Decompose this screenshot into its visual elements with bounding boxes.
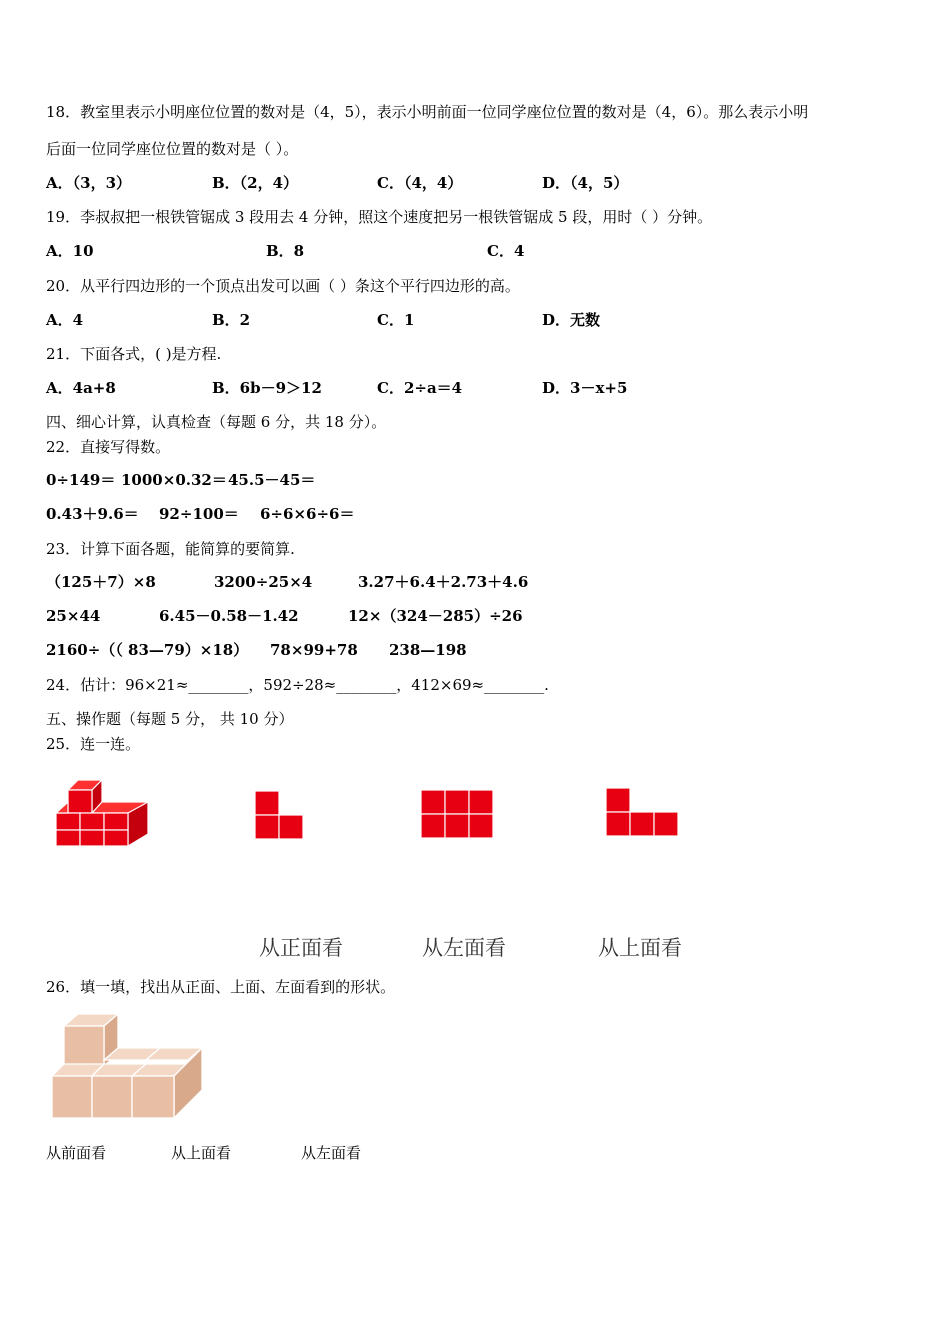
q20-option-d[interactable]: D．无数 [542, 311, 601, 329]
q18-option-d[interactable]: D．（4，5） [542, 174, 629, 192]
q22-item: 0÷149＝ [46, 471, 116, 489]
q23-item: （125＋7）×8 [46, 573, 156, 591]
q25-title: 25．连一连。 [46, 735, 141, 753]
q23-item: 78×99+78 [270, 641, 358, 659]
q26-label-left: 从左面看 [301, 1144, 362, 1162]
q22-item: 0.43＋9.6＝ [46, 505, 139, 523]
q22-item: 6÷6×6÷6＝ [260, 505, 355, 523]
q21-option-a[interactable]: A．4a+8 [46, 379, 116, 397]
q21-option-b[interactable]: B．6b－9＞12 [212, 379, 322, 397]
section5-heading: 五、操作题（每题 5 分， 共 10 分） [46, 710, 294, 728]
q19-option-b[interactable]: B．8 [266, 242, 305, 260]
q23-title: 23．计算下面各题，能简算的要简算. [46, 540, 295, 558]
q18-option-a[interactable]: A．（3，3） [46, 174, 132, 192]
view-label-front: 从正面看 [259, 936, 343, 960]
view-shape-rect-2x3 [420, 789, 496, 841]
q26-label-top: 从上面看 [171, 1144, 232, 1162]
q19-option-a[interactable]: A．10 [46, 242, 94, 260]
q22-title: 22．直接写得数。 [46, 438, 171, 456]
red-cube-solid-figure [50, 772, 152, 850]
q22-item: 92÷100＝ [159, 505, 239, 523]
q19-text: 19．李叔叔把一根铁管锯成 3 段用去 4 分钟，照这个速度把另一根铁管锯成 5 段，用时（ ）分钟。 [46, 208, 713, 226]
section4-heading: 四、细心计算，认真检查（每题 6 分，共 18 分）。 [46, 413, 387, 431]
beige-cube-solid-figure [50, 1010, 206, 1122]
q23-item: 6.45－0.58－1.42 [159, 607, 299, 625]
q22-item: 1000×0.32＝ [121, 471, 227, 489]
q19-option-c[interactable]: C．4 [487, 242, 525, 260]
view-label-left: 从左面看 [422, 936, 506, 960]
q20-text: 20．从平行四边形的一个顶点出发可以画（ ）条这个平行四边形的高。 [46, 277, 520, 295]
q23-item: 238—198 [389, 641, 467, 659]
q20-option-a[interactable]: A．4 [46, 311, 84, 329]
q18-line2: 后面一位同学座位位置的数对是（ ）。 [46, 140, 299, 158]
q23-item: 12×（324－285）÷26 [348, 607, 523, 625]
q26-label-front: 从前面看 [46, 1144, 107, 1162]
q26-title: 26．填一填，找出从正面、上面、左面看到的形状。 [46, 978, 396, 996]
q20-option-c[interactable]: C．1 [377, 311, 415, 329]
q23-item: 2160÷（（ 83—79）×18） [46, 641, 249, 659]
q24-text: 24．估计：96×21≈________，592÷28≈________，412×69≈________. [46, 676, 549, 694]
q23-item: 25×44 [46, 607, 101, 625]
q21-option-c[interactable]: C．2÷a＝4 [377, 379, 463, 397]
q22-item: 45.5－45＝ [228, 471, 316, 489]
view-shape-l-long [605, 787, 681, 839]
q21-text: 21．下面各式，( )是方程. [46, 345, 222, 363]
view-shape-l-small [254, 790, 306, 842]
q21-option-d[interactable]: D．3－x+5 [542, 379, 628, 397]
q23-item: 3200÷25×4 [214, 573, 313, 591]
q18-option-c[interactable]: C．（4，4） [377, 174, 463, 192]
view-label-top: 从上面看 [598, 936, 682, 960]
q20-option-b[interactable]: B．2 [212, 311, 251, 329]
q18-option-b[interactable]: B．（2，4） [212, 174, 299, 192]
q23-item: 3.27＋6.4＋2.73＋4.6 [358, 573, 529, 591]
q18-line1: 18．教室里表示小明座位位置的数对是（4，5），表示小明前面一位同学座位位置的数对是（4，6）。那么表示小明 [46, 103, 809, 121]
